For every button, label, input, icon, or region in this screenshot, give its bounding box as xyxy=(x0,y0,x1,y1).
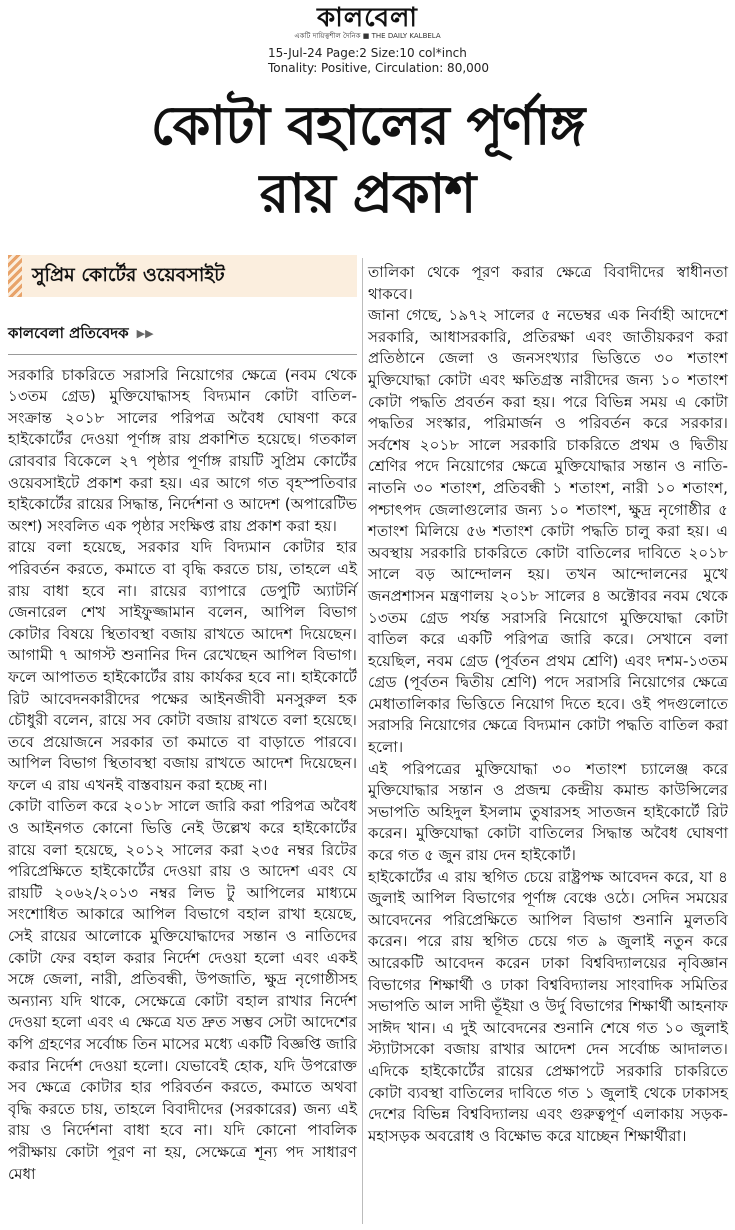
newspaper-logo: কালবেলা xyxy=(317,3,418,33)
headline xyxy=(0,92,735,228)
paragraph: তালিকা থেকে পূরণ করার ক্ষেত্রে বিবাদীদের স্বাধীনতা থাকবে। xyxy=(368,263,728,303)
subhead-box xyxy=(8,255,357,297)
paragraph: রায়ে বলা হয়েছে, সরকার যদি বিদ্যমান কোটার হার পরিবর্তন করতে, কমাতে বা বৃদ্ধি করতে চায়, তাহলে এই রায় বাধা হবে না। রায়ের ব্যাপারে ডেপুটি অ্যাটর্নি জেনারেল শেখ সাইফুজ্জামান বলেন, আপিল বিভাগ কোটার বিষয়ে স্থিতাবস্থা বজায় রাখতে আদেশ দিয়েছেন। আগামী ৭ আগস্ট শুনানির দিন রেখেছেন আপিল বিভাগ। ফলে আপাতত হাইকোর্টের রায় কার্যকর হবে না। হাইকোর্টে রিট আবেদনকারীদের পক্ষের আইনজীবী মনসুরুল হক চৌধুরী বলেন, রায়ে সব কোটা বজায় রাখতে বলা হয়েছে। তবে প্রয়োজনে সরকার তা কমাতে বা বাড়াতে পারবে। আপিল বিভাগ স্থিতাবস্থা বজায় রাখতে আদেশ দিয়েছেন। ফলে এ রায় এখনই বাস্তবায়ন করা হচ্ছে না। xyxy=(8,538,357,794)
paragraph: সরকারি চাকরিতে সরাসরি নিয়োগের ক্ষেত্রে (নবম থেকে ১৩তম গ্রেড) মুক্তিযোদ্ধাসহ বিদ্যমান কোটা বাতিল-সংক্রান্ত ২০১৮ সালের পরিপত্র অবৈধ ঘোষণা করে হাইকোর্টের দেওয়া পূর্ণাঙ্গ রায় প্রকাশিত হয়েছে। গতকাল রোববার বিকেলে ২৭ পৃষ্ঠার পূর্ণাঙ্গ রায়টি সুপ্রিম কোর্টের ওয়েবসাইটে প্রকাশ করা হয়। এর আগে গত বৃহস্পতিবার হাইকোর্টের রায়ের সিদ্ধান্ত, নির্দেশনা ও আদেশ (অপারেটিভ অংশ) সংবলিত এক পৃষ্ঠার সংক্ষিপ্ত রায় প্রকাশ করা হয়। xyxy=(8,365,357,535)
masthead xyxy=(0,4,735,41)
paragraph: এই পরিপত্রের মুক্তিযোদ্ধা ৩০ শতাংশ চ্যালেঞ্জ করে মুক্তিযোদ্ধার সন্তান ও প্রজন্ম কেন্দ্রীয় কমান্ড কাউন্সিলের সভাপতি অহিদুল ইসলাম তুষারসহ সাতজন হাইকোর্টে রিট করেন। মুক্তিযোদ্ধা কোটা বাতিলের সিদ্ধান্ত অবৈধ ঘোষণা করে গত ৫ জুন রায় দেন হাইকোর্ট। xyxy=(368,759,728,865)
left-column xyxy=(8,255,357,1185)
paragraph: জানা গেছে, ১৯৭২ সালের ৫ নভেম্বর এক নির্বাহী আদেশে সরকারি, আধাসরকারি, প্রতিরক্ষা এবং জাতীয়করণ করা প্রতিষ্ঠানে জেলা ও জনসংখ্যার ভিত্তিতে ৩০ শতাংশ মুক্তিযোদ্ধা কোটা এবং ক্ষতিগ্রস্ত নারীদের জন্য ১০ শতাংশ কোটা পদ্ধতি প্রবর্তন করা হয়। পরে বিভিন্ন সময় এ কোটা পদ্ধতির সংস্কার, পরিমার্জন ও পরিবর্তন করে সরকার। সর্বশেষ ২০১৮ সালে সরকারি চাকরিতে প্রথম ও দ্বিতীয় শ্রেণির পদে নিয়োগের ক্ষেত্রে মুক্তিযোদ্ধার সন্তান ও নাতি-নাতনি ৩০ শতাংশ, প্রতিবন্ধী ১ শতাংশ, নারী ১০ শতাংশ, পশ্চাৎপদ জেলাগুলোর জন্য ১০ শতাংশ, ক্ষুদ্র নৃগোষ্ঠীর ৫ শতাংশ মিলিয়ে ৫৬ শতাংশ কোটা পদ্ধতি চালু করা হয়। এ অবস্থায় সরকারি চাকরিতে কোটা বাতিলের দাবিতে ২০১৮ সালে বড় আন্দোলন হয়। তখন আন্দোলনের মুখে জনপ্রশাসন মন্ত্রণালয় ২০১৮ সালের ৪ অক্টোবর নবম থেকে ১৩তম গ্রেড পর্যন্ত সরাসরি নিয়োগে মুক্তিযোদ্ধা কোটা বাতিল করে একটি পরিপত্র জারি করে। সেখানে বলা হয়েছিল, নবম গ্রেড (পূর্বতন প্রথম শ্রেণি) এবং দশম-১৩তম গ্রেড (পূর্বতন দ্বিতীয় শ্রেণি) পদে সরাসরি নিয়োগের ক্ষেত্রে মেধাতালিকার ভিত্তিতে নিয়োগ দিতে হবে। ওই পদগুলোতে সরাসরি নিয়োগের ক্ষেত্রে বিদ্যমান কোটা পদ্ধতি বাতিল করা হলো। xyxy=(368,306,728,757)
right-column xyxy=(368,262,728,1147)
subhead: সুপ্রিম কোর্টের ওয়েবসাইট xyxy=(32,264,225,287)
pattern-icon xyxy=(8,255,22,297)
double-arrow-icon: ▶▶ xyxy=(136,327,154,340)
clipping-meta-line2: Tonality: Positive, Circulation: 80,000 xyxy=(268,61,490,75)
clipping-meta xyxy=(268,46,489,76)
divider xyxy=(8,354,357,355)
headline-line2: রায় প্রকাশ xyxy=(259,162,476,225)
newspaper-tagline: একটি দায়িত্বশীল দৈনিক ■ THE DAILY KALBELA xyxy=(294,32,441,40)
paragraph: হাইকোর্টের এ রায় স্থগিত চেয়ে রাষ্ট্রপক্ষ আবেদন করে, যা ৪ জুলাই আপিল বিভাগের পূর্ণাঙ্গ বেঞ্চে ওঠে। সেদিন সময়ের আবেদনের পরিপ্রেক্ষিতে আপিল বিভাগ শুনানি মুলতবি করেন। পরে রায় স্থগিত চেয়ে গত ৯ জুলাই নতুন করে আরেকটি আবেদন করেন ঢাকা বিশ্ববিদ্যালয়ের নৃবিজ্ঞান বিভাগের শিক্ষার্থী ও ঢাকা বিশ্ববিদ্যালয় সাংবাদিক সমিতির সভাপতি আল সাদী ভূঁইয়া ও উর্দু বিভাগের শিক্ষার্থী আহনাফ সাঈদ খান। এ দুই আবেদনের শুনানি শেষে গত ১০ জুলাই স্ট্যাটাসকো বজায় রাখার আদেশ দেন সর্বোচ্চ আদালত। এদিকে হাইকোর্টের রায়ের প্রেক্ষাপটে সরকারি চাকরিতে কোটা ব্যবস্থা বাতিলের দাবিতে গত ১ জুলাই থেকে ঢাকাসহ দেশের বিভিন্ন বিশ্ববিদ্যালয় এবং গুরুত্বপূর্ণ এলাকায় সড়ক-মহাসড়ক অবরোধ ও বিক্ষোভ করে যাচ্ছেন শিক্ষার্থীরা। xyxy=(368,867,728,1145)
paragraph: কোটা বাতিল করে ২০১৮ সালে জারি করা পরিপত্র অবৈধ ও আইনগত কোনো ভিত্তি নেই উল্লেখ করে হাইকোর্টের রায়ে বলা হয়েছে, ২০১২ সালের করা ২৩৫ নম্বর রিটের পরিপ্রেক্ষিতে হাইকোর্টের দেওয়া রায় ও আদেশ এবং যে রায়টি ২০৬২/২০১৩ নম্বর লিভ টু আপিলের মাধ্যমে সংশোধিত আকারে আপিল বিভাগে বহাল রাখা হয়েছে, সেই রায়ের আলোকে মুক্তিযোদ্ধাদের সন্তান ও নাতিদের কোটা ফের বহাল করার নির্দেশ দেওয়া হলো এবং একই সঙ্গে জেলা, নারী, প্রতিবন্ধী, উপজাতি, ক্ষুদ্র নৃগোষ্ঠীসহ অন্যান্য যদি থাকে, সেক্ষেত্রে কোটা বহাল রাখার নির্দেশ দেওয়া হলো এবং এ ক্ষেত্রে যত দ্রুত সম্ভব সেটা আদেশের কপি গ্রহণের সর্বোচ্চ তিন মাসের মধ্যে একটি বিজ্ঞপ্তি জারি করার নির্দেশ দেওয়া হলো। যেভাবেই হোক, যদি উপরোক্ত সব ক্ষেত্রে কোটার হার পরিবর্তন করতে, কমাতে অথবা বৃদ্ধি করতে চায়, তাহলে বিবাদীদের (সরকারের) জন্য এই রায় ও নির্দেশনা বাধা হবে না। যদি কোনো পাবলিক পরীক্ষায় কোটা পূরণ না হয়, সেক্ষেত্রে শূন্য পদ সাধারণ মেধা xyxy=(8,797,357,1183)
clipping-meta-line1: 15-Jul-24 Page:2 Size:10 col*inch xyxy=(268,46,467,60)
byline-text: কালবেলা প্রতিবেদক xyxy=(8,324,129,342)
headline-line1: কোটা বহালের পূর্ণাঙ্গ xyxy=(150,94,585,157)
byline xyxy=(8,323,357,345)
column-divider xyxy=(362,258,363,1224)
